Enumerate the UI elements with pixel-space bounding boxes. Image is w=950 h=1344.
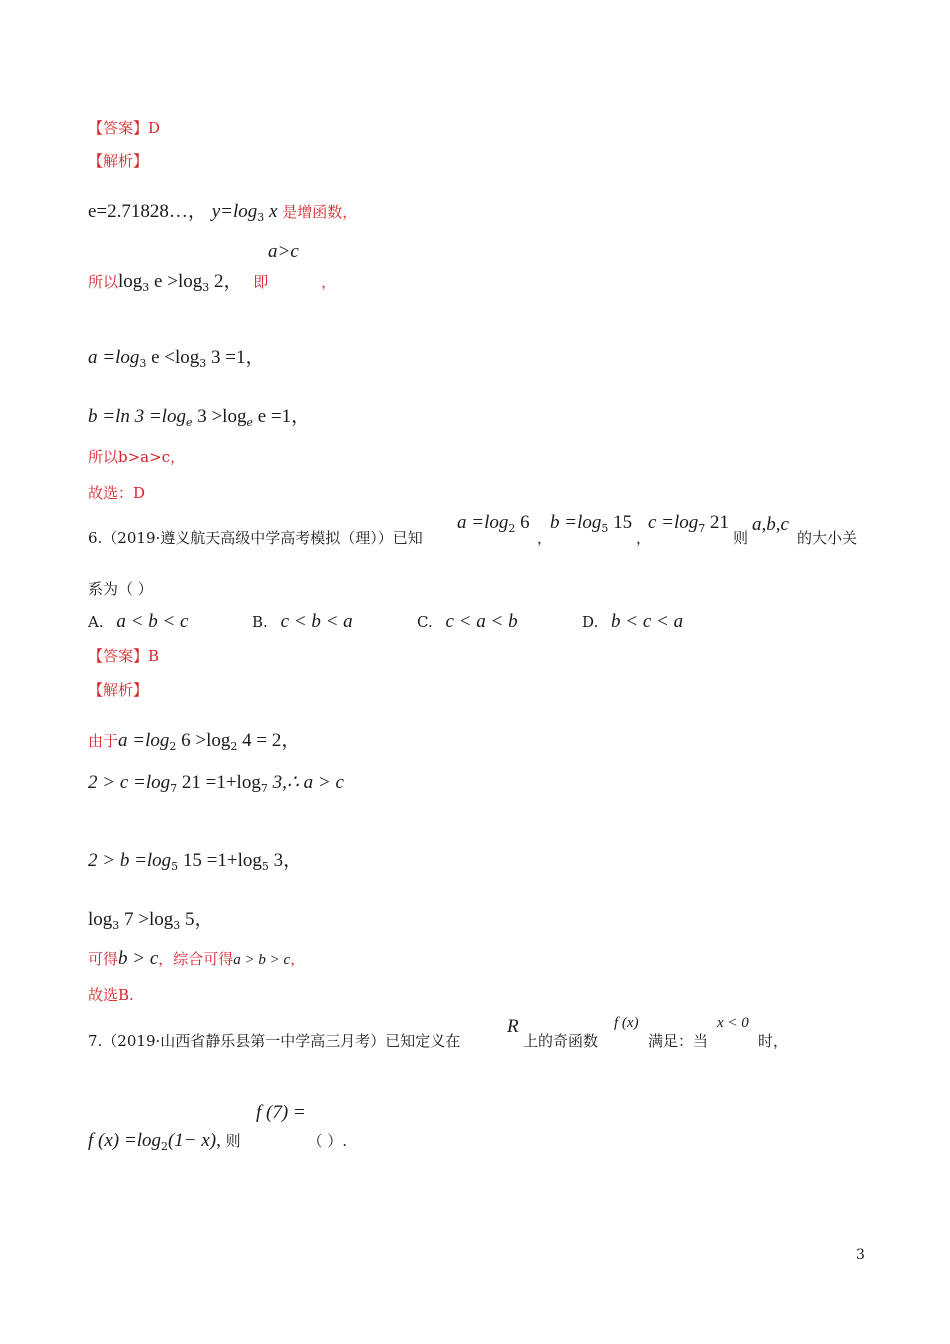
question-7-cond: x < 0 — [717, 1015, 749, 1031]
question-6-line-2: 系为（ ） — [88, 580, 153, 598]
solution2-line-1: 由于$a =\log_2$ $6 >\log_2$ 4 = 2， — [88, 730, 301, 753]
option-c: C. c < a < b — [417, 611, 518, 632]
question-6-expr-a: $a =\log_2$ 6 — [457, 512, 530, 535]
analysis-label-1: 【解析】 — [88, 152, 149, 170]
question-6-suffix: 的大小关 — [797, 529, 858, 547]
solution-line-3: $a =\log_3$ $e <\log_3$ 3 =1， — [88, 347, 265, 370]
option-a: A. a < b < c — [88, 611, 189, 632]
question-6-ze: 则 — [733, 529, 749, 547]
solution-line-2: 所以$\log_3 e >\log_3$ 2， 即 ， — [88, 271, 337, 294]
solution-line-5: 所以b>a>c， — [88, 448, 186, 466]
solution2-line-4: $\log_3 7 >\log_3$ 5， — [88, 909, 214, 932]
question-6-sep-2: ， — [636, 529, 652, 547]
question-6-expr-c: $c =\log_7$ 21 — [648, 512, 730, 535]
question-7-f7: f (7) = — [256, 1102, 306, 1123]
solution-line-4: b =ln $3 =\log_e$ $3 >\log_e$ e =1， — [88, 406, 311, 429]
answer-label-2: 【答案】B — [88, 647, 160, 665]
solution-choice-1: 故选：D — [88, 484, 146, 502]
question-7-definition: f $(x) =\log_2(1- x)$, 则 （ ）. — [88, 1130, 348, 1153]
question-6-sep-1: ， — [537, 529, 553, 547]
page-number: 3 — [856, 1247, 865, 1263]
solution2-line-5: 可得b > c，综合可得a > b > c， — [88, 948, 306, 969]
solution2-line-3: $2 > b =\log_5$ $15 =1+\log_5$ 3， — [88, 850, 303, 873]
question-7-t3: 时， — [758, 1032, 789, 1050]
analysis-label-2: 【解析】 — [88, 681, 149, 699]
answer-label-1: 【答案】D — [88, 119, 161, 137]
solution-float-expr: a>c — [268, 241, 299, 262]
question-7-R: R — [507, 1016, 519, 1037]
question-6-prefix: 6.（2019·遵义航天高级中学高考模拟（理））已知 — [88, 529, 423, 547]
question-7-prefix: 7.（2019·山西省静乐县第一中学高三月考）已知定义在 — [88, 1032, 461, 1050]
question-7-t2: 满足：当 — [648, 1032, 709, 1050]
question-7-t1: 上的奇函数 — [523, 1032, 599, 1050]
question-6-vars: a,b,c — [752, 514, 789, 535]
question-6-expr-b: $b =\log_5$ 15 — [550, 512, 633, 535]
solution-line-1: e=2.71828…， $y=\log_3$ x 是增函数， — [88, 201, 358, 224]
option-b: B. c < b < a — [252, 611, 353, 632]
solution2-line-2: $2 > c =\log_7$ $21 =1+\log_7$ 3,∴ a > c — [88, 772, 344, 795]
solution2-choice: 故选B. — [88, 986, 134, 1004]
option-d: D. b < c < a — [582, 611, 684, 632]
question-7-fx: f (x) — [614, 1015, 639, 1031]
